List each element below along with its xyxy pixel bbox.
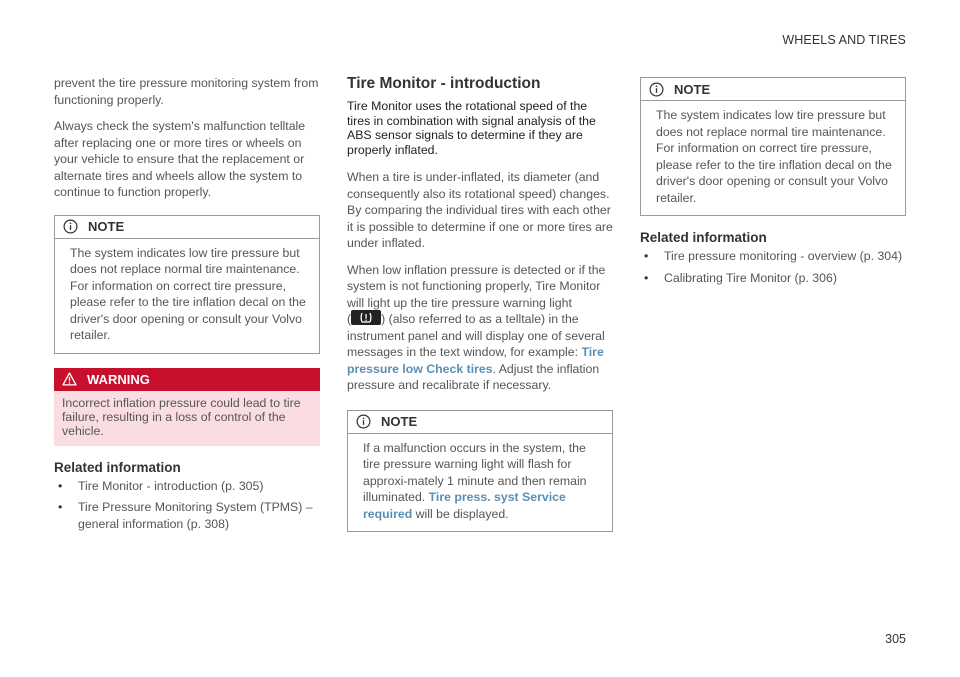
section-header: WHEELS AND TIRES bbox=[782, 33, 906, 47]
note-box bbox=[54, 215, 320, 354]
note-body: The system indicates low tire pressure but does not replace normal tire maintenance. For information on correct tire pressure, please refer to the tire inflation decal on the driver's door opening or consult your Volvo retailer. bbox=[70, 245, 306, 342]
paragraph: When a tire is under-inflated, its diameter (and consequently also its rotational speed) changes. By comparing the individual tires with each other it is possible to determine if one or more tires are under inflated. bbox=[347, 170, 613, 250]
warning-triangle-icon bbox=[62, 372, 77, 386]
note-heading: NOTE bbox=[88, 219, 125, 234]
paragraph-text: . Adjust the inflation pressure and recalibrate if necessary. bbox=[347, 361, 600, 392]
note-body: The system indicates low tire pressure but does not replace normal tire maintenance. For information on correct tire pressure, please refer to the tire inflation decal on the driver's door opening or consult your Volvo retailer. bbox=[656, 108, 892, 205]
related-link[interactable]: • Calibrating Tire Monitor (p. 306) bbox=[640, 270, 906, 287]
paren-open: ( bbox=[347, 312, 352, 326]
related-link[interactable]: • Tire Pressure Monitoring System (TPMS) – general information (p. 308) bbox=[54, 499, 320, 532]
related-links-list bbox=[54, 478, 320, 533]
section-title: Tire Monitor - introduction bbox=[347, 75, 541, 92]
paragraph: Always check the system's malfunction telltale after replacing one or more tires or wheels on your vehicle to ensure that the replacement or alternate tires and wheels allow the system to continue to function properly. bbox=[54, 119, 306, 199]
note-box bbox=[640, 77, 906, 216]
related-links-list bbox=[640, 248, 906, 286]
page-number: 305 bbox=[885, 632, 906, 646]
related-link[interactable]: • Tire pressure monitoring - overview (p. 304) bbox=[640, 248, 906, 265]
warning-heading: WARNING bbox=[87, 371, 150, 387]
lead-paragraph: Tire Monitor uses the rotational speed of the tires in combination with signal analysis of the ABS sensor signals to determine if they are properly inflated. bbox=[347, 99, 596, 157]
info-icon bbox=[63, 219, 78, 234]
note-box bbox=[347, 410, 613, 533]
paragraph: prevent the tire pressure monitoring system from functioning properly. bbox=[54, 76, 319, 107]
tire-pressure-warning-icon bbox=[351, 310, 381, 325]
display-message: Tire press. syst Service required bbox=[363, 490, 566, 521]
column-left bbox=[54, 75, 320, 537]
info-icon bbox=[649, 82, 664, 97]
paragraph bbox=[347, 262, 613, 394]
paragraph-text: ) (also referred to as a telltale) in the instrument panel and will display one of several messages in the text window, for example: bbox=[347, 312, 605, 359]
note-header bbox=[55, 216, 319, 239]
related-information-heading: Related information bbox=[640, 230, 767, 245]
info-icon bbox=[356, 414, 371, 429]
warning-box bbox=[54, 368, 320, 446]
related-link[interactable]: • Tire Monitor - introduction (p. 305) bbox=[54, 478, 320, 495]
note-text: will be displayed. bbox=[412, 506, 509, 521]
warning-header bbox=[54, 368, 320, 391]
column-right bbox=[640, 75, 906, 291]
note-heading: NOTE bbox=[381, 414, 418, 429]
note-text: If a malfunction occurs in the system, the tire pressure warning light will flash for approxi-mately 1 minute and then remain illuminated. bbox=[363, 440, 587, 504]
display-message: Tire pressure low Check tires bbox=[347, 345, 604, 376]
note-header bbox=[348, 411, 612, 434]
related-information-heading: Related information bbox=[54, 459, 181, 475]
paragraph-text: When low inflation pressure is detected or if the system is not functioning properly, Tire Monitor will light up the tire pressure warning light bbox=[347, 262, 606, 310]
note-header bbox=[641, 78, 905, 101]
column-middle bbox=[347, 75, 613, 546]
warning-body: Incorrect inflation pressure could lead to tire failure, resulting in a loss of control of the vehicle. bbox=[54, 391, 320, 446]
note-body bbox=[348, 434, 612, 532]
note-heading: NOTE bbox=[674, 81, 711, 97]
